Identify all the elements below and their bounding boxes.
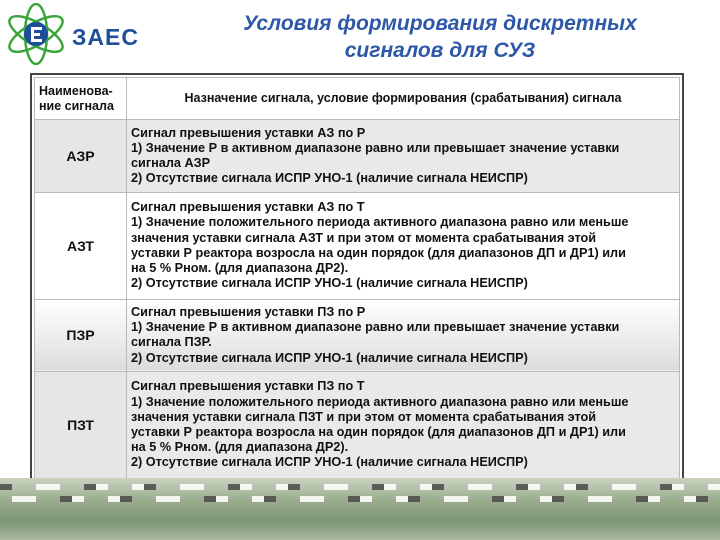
checker-tile [636,496,648,502]
checker-tile [228,484,240,490]
checker-tile [60,496,72,502]
description-line: Сигнал превышения уставки ПЗ по Т [131,379,365,394]
checker-tile [336,484,348,490]
checker-tile [492,496,504,502]
title-line-2: сигналов для СУЗ [344,39,536,62]
checker-tile [396,496,408,502]
checker-tile [276,484,288,490]
checker-tile [108,496,120,502]
description-line: значения уставки сигнала ПЗТ и при этом от момента срабатывания этой [131,409,597,424]
checker-tile [36,484,48,490]
signal-description [127,192,680,299]
checker-tile [564,484,576,490]
header-name-line: ние сигнала [39,98,114,113]
description-line: сигнала ПЗР. [131,335,212,350]
atom-logo-icon [2,3,70,65]
checker-tile [516,484,528,490]
checker-tile [132,484,144,490]
checker-tile [360,496,372,502]
checker-tile [12,496,24,502]
checker-tile [372,484,384,490]
checker-tile [708,484,720,490]
table-row [35,120,680,193]
title-line-1: Условия формирования дискретных [243,12,637,35]
checker-tile [300,496,312,502]
description-line: на 5 % Рном. (для диапазона ДР2). [131,440,349,455]
logo-text: ЗАЕС [72,24,139,50]
description-line: уставки Р реактора возросла на один порядок (для диапазонов ДП и ДР1) или [131,245,626,260]
description-line: 1) Значение Р в активном диапазоне равно или превышает значение уставки [131,140,620,155]
checker-tile [204,496,216,502]
description-line: 2) Отсутствие сигнала ИСПР УНО-1 (наличие сигнала НЕИСПР) [131,276,528,291]
header-purpose-line: Назначение сигнала, условие формирования [184,91,467,106]
checker-tile [96,484,108,490]
checker-tile [456,496,468,502]
checker-tile [84,484,96,490]
page-title [175,10,705,64]
description-line: уставки Р реактора возросла на один порядок (для диапазонов ДП и ДР1) или [131,425,626,440]
signal-description [127,120,680,193]
checker-tile [180,484,192,490]
checker-tile [480,484,492,490]
checker-tile [660,484,672,490]
signal-name: АЗР [35,120,127,193]
table-row [35,372,680,479]
checker-tile [576,484,588,490]
checker-tile [240,484,252,490]
checker-tile [600,496,612,502]
description-line: 1) Значение положительного периода активного диапазона равно или меньше [131,394,629,409]
header-signal-purpose [127,78,680,120]
signal-description [127,372,680,479]
checker-tile [264,496,276,502]
table-row [35,299,680,372]
checker-tile [444,496,456,502]
checker-tile [588,496,600,502]
description-line: 1) Значение положительного периода активного диапазона равно или меньше [131,215,629,230]
checker-tile [24,496,36,502]
checker-tile [0,484,12,490]
checker-tile [468,484,480,490]
description-line: 2) Отсутствие сигнала ИСПР УНО-1 (наличие сигнала НЕИСПР) [131,455,528,470]
description-line: Сигнал превышения уставки ПЗ по Р [131,305,366,319]
checker-tile [120,496,132,502]
checker-tile [540,496,552,502]
checker-tile [624,484,636,490]
checker-tile [288,484,300,490]
checker-tile [504,496,516,502]
header-name-line: Наименова- [39,83,113,98]
checker-tile [432,484,444,490]
description-line: Сигнал превышения уставки АЗ по Р [131,125,366,140]
checker-tile [192,484,204,490]
signal-name: АЗТ [35,192,127,299]
checker-tile [552,496,564,502]
checker-tile [144,484,156,490]
checker-tile [72,496,84,502]
signal-description [127,299,680,372]
checker-tile [684,496,696,502]
description-line: на 5 % Рном. (для диапазона ДР2). [131,260,349,275]
checker-tile [216,496,228,502]
checker-tile [648,496,660,502]
checker-tile [528,484,540,490]
description-line: сигнала АЗР [131,156,211,171]
checker-tile [420,484,432,490]
table-row [35,192,680,299]
table-header-row [35,78,680,120]
checker-tile [408,496,420,502]
checker-tile [324,484,336,490]
checker-tile [612,484,624,490]
signal-name: ПЗТ [35,372,127,479]
checker-tile [312,496,324,502]
checker-tile [348,496,360,502]
signal-name: ПЗР [35,299,127,372]
checker-tile [696,496,708,502]
checker-tile [252,496,264,502]
description-line: 1) Значение Р в активном диапазоне равно или превышает значение уставки [131,320,620,335]
header-purpose-line: (срабатывания) сигнала [470,91,622,106]
checker-pattern [0,484,720,514]
header-signal-name [35,78,127,120]
description-line: 2) Отсутствие сигнала ИСПР УНО-1 (наличие сигнала НЕИСПР) [131,171,528,186]
signal-table-frame [30,73,684,483]
checker-tile [168,496,180,502]
description-line: 2) Отсутствие сигнала ИСПР УНО-1 (наличие сигнала НЕИСПР) [131,350,528,365]
checker-tile [384,484,396,490]
description-line: значения уставки сигнала АЗТ и при этом от момента срабатывания этой [131,230,597,245]
description-line: Сигнал превышения уставки АЗ по Т [131,200,365,215]
signal-table [34,77,680,479]
checker-tile [48,484,60,490]
checker-tile [672,484,684,490]
checker-tile [156,496,168,502]
